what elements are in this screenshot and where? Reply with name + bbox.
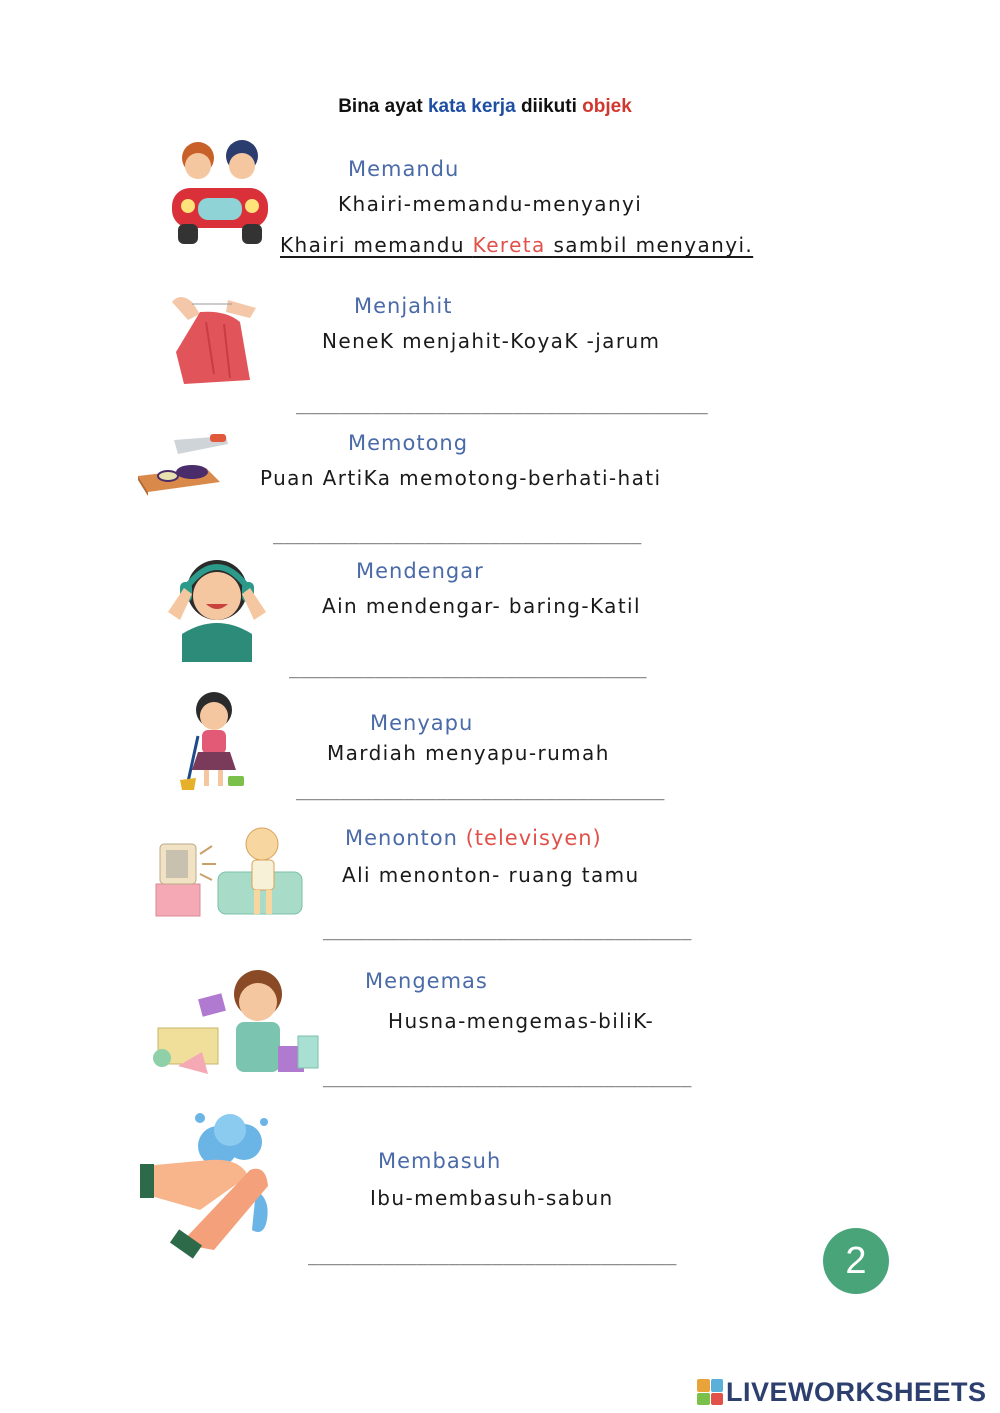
prompt-membasuh: Ibu-membasuh-sabun xyxy=(370,1186,614,1210)
title-middle: diikuti xyxy=(520,96,577,117)
prompt-mengemas: Husna-mengemas-biliK- xyxy=(388,1009,655,1033)
answer-line-menyapu[interactable]: __________________________________ xyxy=(296,780,665,801)
verb-memotong: Memotong xyxy=(348,431,469,455)
sweeping-girl-illustration xyxy=(178,690,248,795)
verb-mendengar: Mendengar xyxy=(356,559,484,583)
verb-menjahit: Menjahit xyxy=(354,294,453,318)
sewing-illustration xyxy=(170,292,260,387)
verb-membasuh: Membasuh xyxy=(378,1149,502,1173)
tidying-boy-illustration xyxy=(148,966,324,1082)
verb-menonton-note: (televisyen) xyxy=(465,826,602,850)
liveworksheets-footer xyxy=(697,1375,987,1409)
prompt-menjahit: NeneK menjahit-KoyaK -jarum xyxy=(322,329,661,353)
headphones-girl-illustration xyxy=(162,550,272,662)
cutting-board-illustration xyxy=(134,432,230,496)
prompt-mendengar: Ain mendengar- baring-Katil xyxy=(322,594,641,618)
page-number-badge: 2 xyxy=(823,1228,889,1294)
prompt-memandu: Khairi-memandu-menyanyi xyxy=(338,192,643,216)
title-object-word: objek xyxy=(582,96,632,117)
answer-line-membasuh[interactable]: __________________________________ xyxy=(308,1245,677,1266)
example-sentence xyxy=(280,233,753,257)
verb-menonton xyxy=(345,826,602,850)
prompt-menyapu: Mardiah menyapu-rumah xyxy=(327,741,610,765)
verb-menonton-label: Menonton xyxy=(345,826,458,850)
verb-memandu: Memandu xyxy=(348,157,460,181)
title-verb-phrase: kata kerja xyxy=(427,96,516,117)
liveworksheets-logo-icon xyxy=(697,1379,723,1405)
answer-line-menonton[interactable]: __________________________________ xyxy=(323,920,692,941)
car-illustration xyxy=(168,138,272,248)
title-prefix: Bina ayat xyxy=(338,96,423,117)
verb-menyapu: Menyapu xyxy=(370,711,474,735)
verb-mengemas: Mengemas xyxy=(365,969,488,993)
answer-line-memotong[interactable]: __________________________________ xyxy=(273,524,642,545)
prompt-memotong: Puan ArtiKa memotong-berhati-hati xyxy=(260,466,662,490)
worksheet-title xyxy=(0,96,970,118)
washing-hands-illustration xyxy=(140,1110,296,1260)
example-object: Kereta xyxy=(472,233,554,257)
prompt-menonton: Ali menonton- ruang tamu xyxy=(342,863,640,887)
example-after: sambil menyanyi. xyxy=(553,233,754,257)
answer-line-mendengar[interactable]: _________________________________ xyxy=(289,658,647,679)
liveworksheets-brand: LIVEWORKSHEETS xyxy=(726,1376,987,1407)
answer-line-mengemas[interactable]: __________________________________ xyxy=(323,1067,692,1088)
answer-line-menjahit[interactable]: ______________________________________ xyxy=(296,394,708,415)
watching-tv-illustration xyxy=(150,824,310,920)
example-before: Khairi memandu xyxy=(280,233,473,257)
